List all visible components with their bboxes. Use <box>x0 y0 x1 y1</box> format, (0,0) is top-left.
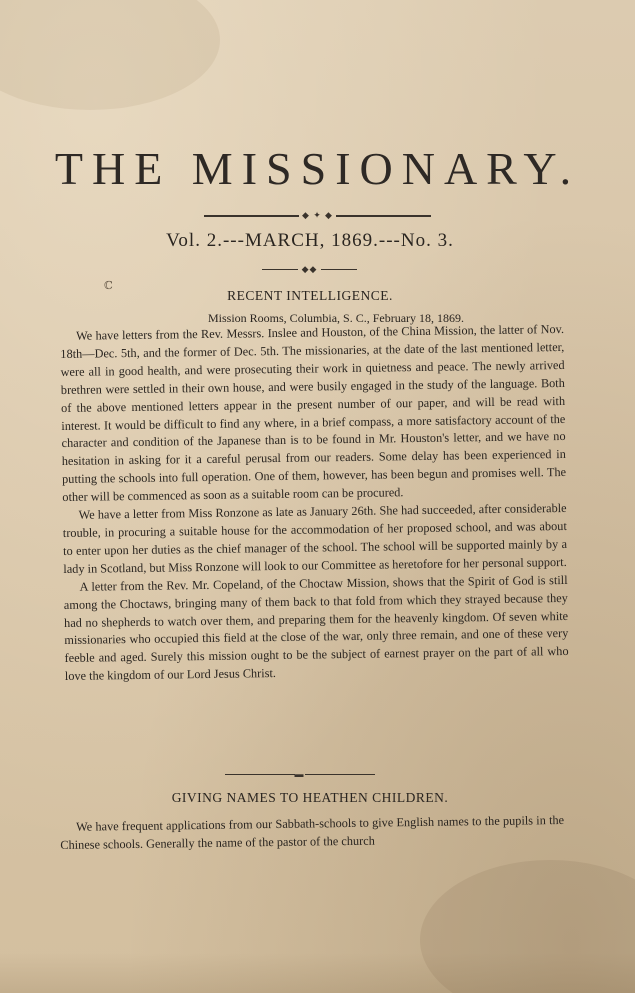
paragraph: A letter from the Rev. Mr. Copeland, of the Choctaw Mission, shows that the Spirit of God is still among the Choctaws, bringing many of them back to that fold from which they strayed because they had no shepherds to watch over them, and preparing them for the heavenly kingdom. Of seven white missionaries who occupied this field at the close of the war, only three remain, and one of these very feeble and aged. Surely this mission ought to be the subject of earnest prayer on the part of all who love the kingdom of our Lord Jesus Christ. <box>63 572 569 684</box>
paper-stain <box>0 0 220 110</box>
page-edge-shadow <box>0 953 635 993</box>
margin-mark: ℂ <box>104 280 113 292</box>
article-recent-intelligence <box>60 321 569 686</box>
section-heading-giving-names: GIVING NAMES TO HEATHEN CHILDREN. <box>171 790 449 805</box>
article-giving-names <box>60 812 564 855</box>
paragraph: We have a letter from Miss Ronzone as late as January 26th. She had succeeded, after considerable trouble, in procuring a suitable house for the accommodation of her proposed school, and was about to enter upon her duties as the chief manager of the school. The school will be supported mainly by a lady in Scotland, but Miss Ronzone will look to our Committee as heretofore for her personal support. <box>62 501 568 576</box>
issue-line: Vol. 2.---MARCH, 1869.---No. 3. <box>166 230 454 251</box>
paragraph: We have letters from the Rev. Messrs. Inslee and Houston, of the China Mission, the latter of Nov. 18th—Dec. 5th, and the former of Dec. 5th. The missionaries, at the date of the last mentioned letter, were all in good health, and were prosecuting their work in quietness and peace. The newly arrived brethren were settled in their own house, and were busily engaged in the study of the language. Both of the above mentioned letters appear in the present number of our paper, and will be read with interest. It would be difficult to find any where, in a brief compass, a more satisfactory account of the character and condition of the Japanese than is to be found in Mr. Houston's letter, and we have no hesitation in asking for it a careful perusal from our readers. Some delay has been experienced in putting the schools into full operation. One of them, however, has been begun and promises well. The other will be commenced as soon as a suitable room can be procured. <box>60 321 567 505</box>
dateline: Mission Rooms, Columbia, S. C., February 18, 1869. <box>208 311 465 325</box>
paragraph: We have frequent applications from our Sabbath-schools to give English names to the pupils in the Chinese schools. Generally the name of the pastor of the church <box>60 812 565 852</box>
issue-ornament: ◆◆ <box>0 263 627 275</box>
masthead-title: THE MISSIONARY. <box>54 143 581 194</box>
section-divider: ▬ <box>0 768 617 780</box>
masthead-ornament: ◆ ✦ ◆ <box>0 209 635 221</box>
section-heading-recent-intelligence: RECENT INTELLIGENCE. <box>227 288 393 303</box>
